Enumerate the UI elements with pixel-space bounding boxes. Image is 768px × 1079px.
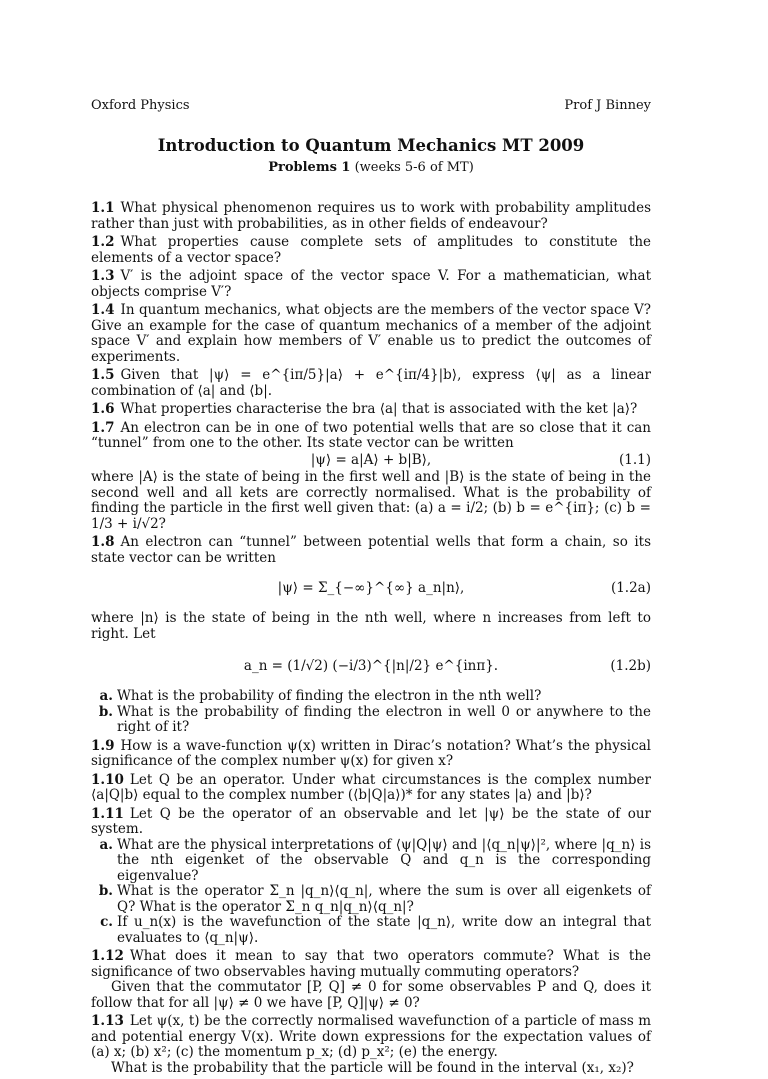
problem-number: 1.13 [91, 1013, 124, 1029]
equation-tag: (1.2a) [610, 580, 651, 596]
problem [91, 235, 651, 266]
subquestion [91, 838, 651, 885]
subquestion-label: b. [98, 883, 113, 899]
problem-number: 1.11 [91, 805, 124, 822]
problem-number: 1.3 [91, 268, 115, 284]
subquestion-label: c. [100, 914, 113, 930]
problem-paragraph: Given that the commutator [P, Q] ≠ 0 for some observables P and Q, does it follow that for all |ψ⟩ ≠ 0 we have [P, Q]|ψ⟩ ≠ 0? [91, 979, 651, 1011]
problem-number: 1.5 [91, 367, 115, 383]
problem-text: Let Q be an operator. Under what circumstances is the complex number ⟨a|Q|b⟩ equal to the complex number (⟨b|Q|a⟩)* for any states |a⟩ and |b⟩? [91, 771, 651, 803]
problem [91, 303, 651, 365]
page-header [91, 98, 651, 114]
subquestion-text: What is the operator Σ_n |q_n⟩⟨q_n|, where the sum is over all eigenkets of Q? What is the operator Σ_n q_n|q_n⟩⟨q_n|? [117, 883, 651, 915]
subtitle-rest: (weeks 5-6 of MT) [354, 159, 474, 175]
equation-body: |ψ⟩ = Σ_{−∞}^{∞} a_n|n⟩, [277, 580, 465, 596]
problem [91, 402, 651, 418]
problem-number: 1.12 [91, 948, 124, 964]
subtitle-bold: Problems 1 [268, 159, 351, 175]
equation-body: |ψ⟩ = a|A⟩ + b|B⟩, [310, 451, 432, 468]
problem-text: How is a wave-function ψ(x) written in Dirac’s notation? What’s the physical significance of the complex number ψ(x) for given x? [91, 737, 651, 769]
equation [91, 645, 651, 687]
problem-text: What properties characterise the bra ⟨a| that is associated with the ket |a⟩? [120, 401, 638, 417]
problem-paragraph: What is the probability that the particle will be found in the interval (x₁, x₂)? [111, 1059, 634, 1076]
subquestion-list [91, 689, 651, 736]
problem-number: 1.10 [91, 771, 124, 788]
subquestion-label: a. [99, 688, 113, 704]
problem [91, 773, 651, 804]
problem-number: 1.1 [91, 200, 115, 216]
problem-continuation: where |n⟩ is the state of being in the nth well, where n increases from left to right. Let [91, 610, 651, 642]
subquestion-label: a. [99, 836, 113, 853]
subquestion-list [91, 838, 651, 947]
problem-number: 1.6 [91, 401, 115, 417]
problem-number: 1.7 [91, 419, 115, 436]
problem [91, 421, 651, 452]
problem-continuation: where |A⟩ is the state of being in the first well and |B⟩ is the state of being in the second well and all kets are correctly normalised. What is the probability of finding the particle in the first well given that: (a) a = i/2; (b) b = e^{iπ}; (c) b = 1/3 + i/√2? [91, 469, 651, 532]
problem [91, 739, 651, 770]
problem [91, 535, 651, 566]
problem-sheet [91, 98, 651, 1079]
problem-text: An electron can “tunnel” between potential wells that form a chain, so its state vector can be written [91, 534, 651, 566]
problem-text: Let ψ(x, t) be the correctly normalised wavefunction of a particle of mass m and potential energy V(x). Write down expressions for the expectation values of (a) x; (b) x²; (c) the momentum p_x; (d) p_x²; (e) the energy. [91, 1013, 651, 1060]
problem-text: An electron can be in one of two potential wells that are so close that it can “tunnel” from one to the other. Its state vector can be written [91, 419, 651, 451]
subquestion-text: What is the probability of finding the electron in the nth well? [117, 688, 542, 704]
problem-number: 1.8 [91, 534, 115, 550]
problem-number: 1.9 [91, 737, 115, 754]
subquestion [91, 884, 651, 915]
problem [91, 269, 651, 300]
problem-text: Given that |ψ⟩ = e^{iπ/5}|a⟩ + e^{iπ/4}|b⟩, express ⟨ψ| as a linear combination of ⟨a| and ⟨b|. [91, 367, 651, 399]
subquestion [91, 915, 651, 946]
problem-text: In quantum mechanics, what objects are the members of the vector space V? Give an example for the case of quantum mechanics of a member of the adjoint space V′ and explain how members of V′ enable us to predict the outcomes of experiments. [91, 302, 651, 365]
subquestion [91, 689, 651, 705]
institution-label: Oxford Physics [91, 98, 190, 113]
problem-text: What physical phenomenon requires us to work with probability amplitudes rather than just with probabilities, as in other fields of endeavour? [91, 200, 651, 232]
subquestion-text: If u_n(x) is the wavefunction of the state |q_n⟩, write dow an integral that evaluates to ⟨q_n|ψ⟩. [117, 914, 651, 946]
subquestion-text: What is the probability of finding the electron in well 0 or anywhere to the right of it? [117, 703, 651, 735]
problem-number: 1.2 [91, 234, 115, 250]
problem [91, 1014, 651, 1061]
problem-number: 1.4 [91, 302, 115, 318]
problem [91, 201, 651, 232]
subquestion-label: b. [98, 703, 113, 720]
problem [91, 949, 651, 980]
problem-text: Let Q be the operator of an observable and let |ψ⟩ be the state of our system. [91, 805, 651, 837]
problem [91, 368, 651, 399]
equation [91, 453, 651, 469]
problem [91, 807, 651, 838]
equation-tag: (1.2b) [610, 658, 651, 674]
document-title: Introduction to Quantum Mechanics MT 2009 [157, 135, 585, 155]
equation-tag: (1.1) [618, 451, 651, 468]
equation [91, 567, 651, 609]
equation-body: a_n = (1/√2) (−i/3)^{|n|/2} e^{inπ}. [243, 658, 499, 674]
document-subtitle [91, 160, 651, 176]
problem-text: What properties cause complete sets of amplitudes to constitute the elements of a vector space? [91, 234, 651, 266]
subquestion-text: What are the physical interpretations of ⟨ψ|Q|ψ⟩ and |⟨q_n|ψ⟩|², where |q_n⟩ is the nth eigenket of the observable Q and q_n is the corresponding eigenvalue? [117, 836, 651, 884]
problem-text: What does it mean to say that two operators commute? What is the significance of two observables having mutually commuting operators? [91, 948, 651, 980]
subquestion [91, 705, 651, 736]
author-label: Prof J Binney [564, 98, 651, 113]
problem-text: V′ is the adjoint space of the vector space V. For a mathematician, what objects comprise V′? [91, 268, 651, 300]
